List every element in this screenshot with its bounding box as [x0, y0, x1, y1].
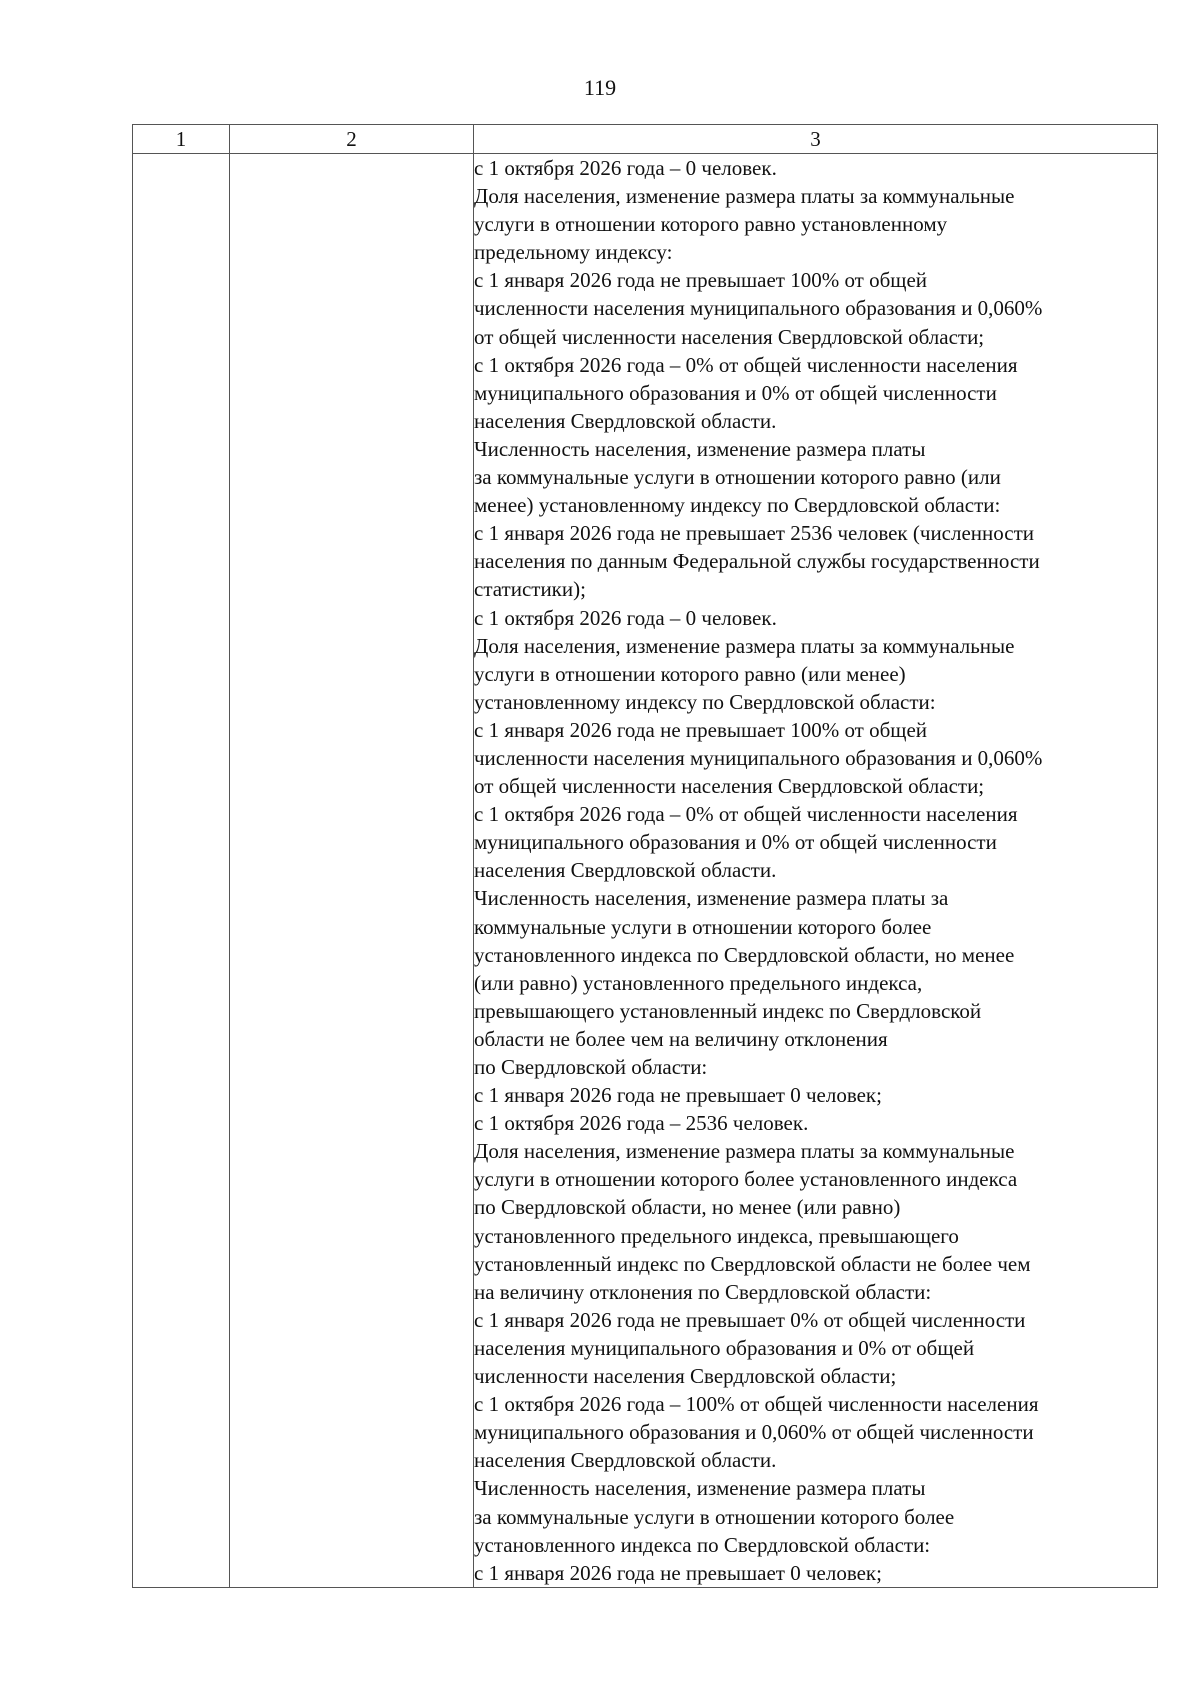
text-line: по Свердловской области: — [474, 1055, 708, 1079]
text-line: населения по данным Федеральной службы государственности — [474, 549, 1040, 574]
page-number: 119 — [583, 75, 617, 100]
text-line: с 1 января 2026 года не превышает 100% от общей — [474, 717, 928, 742]
text-line: услуги в отношении которого более установленного индекса — [474, 1167, 1018, 1192]
table-header-row — [133, 125, 1158, 154]
text-line: от общей численности населения Свердловской области; — [474, 774, 985, 799]
text-line: населения Свердловской области. — [474, 858, 777, 883]
table-row — [133, 154, 1158, 1588]
text-line: за коммунальные услуги в отношении которого более — [474, 1504, 955, 1529]
text-line: с 1 октября 2026 года – 0% от общей численности населения — [474, 352, 1018, 377]
text-line: с 1 января 2026 года не превышает 0 человек; — [474, 1083, 882, 1108]
text-line: с 1 октября 2026 года – 2536 человек. — [474, 1111, 809, 1136]
text-line: с 1 октября 2026 года – 100% от общей численности населения — [474, 1392, 1039, 1417]
table-cell-col2 — [230, 154, 474, 1588]
text-line: за коммунальные услуги в отношении которого равно (или — [474, 465, 1001, 490]
text-line: населения Свердловской области. — [474, 408, 777, 433]
text-line: по Свердловской области, но менее (или равно) — [474, 1195, 901, 1220]
text-line: Доля населения, изменение размера платы за коммунальные — [474, 184, 1015, 209]
text-line: Доля населения, изменение размера платы за коммунальные — [474, 1139, 1015, 1164]
text-line: муниципального образования и 0% от общей численности — [474, 380, 997, 405]
text-line: численности населения муниципального образования и 0,060% — [474, 745, 1043, 770]
text-line: с 1 января 2026 года не превышает 0% от общей численности — [474, 1307, 1026, 1332]
text-line: услуги в отношении которого равно (или менее) — [474, 661, 906, 686]
text-line: менее) установленному индексу по Свердловской области: — [474, 493, 1001, 518]
text-line: превышающего установленный индекс по Свердловской — [474, 998, 982, 1023]
text-line: с 1 января 2026 года не превышает 0 человек; — [474, 1560, 882, 1585]
text-line: статистики); — [474, 577, 586, 602]
text-line: муниципального образования и 0% от общей численности — [474, 830, 997, 855]
text-line: предельному индексу: — [474, 240, 673, 265]
text-line: установленный индекс по Свердловской области не более чем — [474, 1251, 1031, 1276]
text-line: численности населения муниципального образования и 0,060% — [474, 296, 1043, 321]
text-line: услуги в отношении которого равно установленному — [474, 212, 948, 237]
text-line: с 1 октября 2026 года – 0% от общей численности населения — [474, 802, 1018, 827]
text-line: установленному индексу по Свердловской области: — [474, 689, 936, 714]
text-line: Численность населения, изменение размера платы — [474, 1476, 926, 1501]
table-cell-col3 — [474, 154, 1158, 1588]
text-line: Численность населения, изменение размера платы — [474, 436, 926, 461]
document-table — [132, 124, 1158, 1588]
text-line: установленного индекса по Свердловской области: — [474, 1532, 931, 1557]
text-line: установленного предельного индекса, превышающего — [474, 1223, 959, 1248]
text-line: населения муниципального образования и 0% от общей — [474, 1335, 975, 1360]
text-line: муниципального образования и 0,060% от общей численности — [474, 1420, 1034, 1445]
table-cell-col1 — [133, 154, 230, 1588]
text-line: области не более чем на величину отклонения — [474, 1026, 888, 1051]
text-line: численности населения Свердловской области; — [474, 1364, 897, 1389]
text-line: на величину отклонения по Свердловской области: — [474, 1279, 932, 1304]
column-header-3: 3 — [474, 125, 1158, 154]
text-line: с 1 января 2026 года не превышает 2536 человек (численности — [474, 521, 1035, 546]
text-line: от общей численности населения Свердловской области; — [474, 324, 985, 349]
text-line: (или равно) установленного предельного индекса, — [474, 970, 923, 995]
text-line: с 1 октября 2026 года – 0 человек. — [474, 156, 777, 180]
text-line: с 1 октября 2026 года – 0 человек. — [474, 605, 777, 630]
text-line: установленного индекса по Свердловской области, но менее — [474, 942, 1015, 967]
text-line: Доля населения, изменение размера платы за коммунальные — [474, 633, 1015, 658]
text-line: населения Свердловской области. — [474, 1448, 777, 1473]
text-line: с 1 января 2026 года не превышает 100% от общей — [474, 268, 928, 293]
text-line: коммунальные услуги в отношении которого более — [474, 914, 932, 939]
text-line: Численность населения, изменение размера платы за — [474, 886, 949, 911]
column-header-2: 2 — [230, 125, 474, 154]
column-header-1: 1 — [133, 125, 230, 154]
